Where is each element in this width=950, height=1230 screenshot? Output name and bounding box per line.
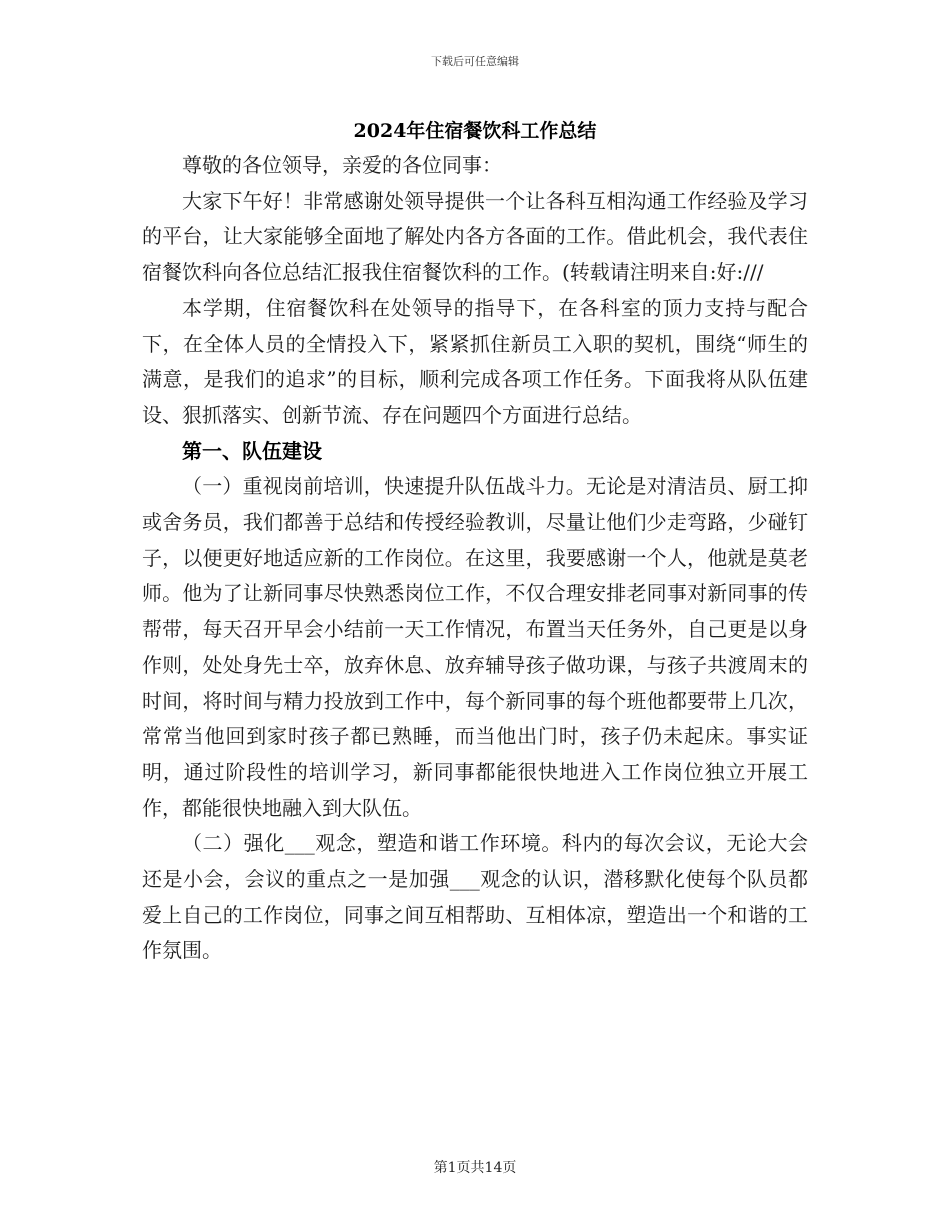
greeting-paragraph: 大家下午好！非常感谢处领导提供一个让各科互相沟通工作经验及学习的平台，让大家能够全面地了解处内各方各面的工作。借此机会，我代表住宿餐饮科向各位总结汇报我住宿餐饮科的工作。(转载请注明来自:好:/// — [142, 188, 808, 285]
section-heading-team-building: 第一、队伍建设 — [182, 438, 322, 463]
header-note: 下载后可任意编辑 — [431, 55, 519, 68]
environment-paragraph: （二）强化___观念，塑造和谐工作环境。科内的每次会议，无论大会还是小会，会议的重点之一是加强___观念的认识，潜移默化使每个队员都爱上自己的工作岗位，同事之间互相帮助、互相体凉，塑造出一个和谐的工作氛围。 — [142, 831, 808, 963]
document-body — [142, 148, 808, 969]
document-title: 2024年住宿餐饮科工作总结 — [353, 120, 597, 142]
training-paragraph: （一）重视岗前培训，快速提升队伍战斗力。无论是对清洁员、厨工抑或舍务员，我们都善于总结和传授经验教训，尽量让他们少走弯路，少碰钉子，以便更好地适应新的工作岗位。在这里，我要感谢一个人，他就是莫老师。他为了让新同事尽快熟悉岗位工作，不仅合理安排老同事对新同事的传帮带，每天召开早会小结前一天工作情况，布置当天任务外，自己更是以身作则，处处身先士卒，放弃休息、放弃辅导孩子做功课，与孩子共渡周末的时间，将时间与精力投放到工作中，每个新同事的每个班他都要带上几次，常常当他回到家时孩子都已熟睡，而当他出门时，孩子仍未起床。事实证明，通过阶段性的培训学习，新同事都能很快地进入工作岗位独立开展工作，都能很快地融入到大队伍。 — [142, 474, 808, 820]
page-number-footer: 第1页共14页 — [433, 1160, 517, 1176]
salutation-paragraph: 尊敬的各位领导，亲爱的各位同事： — [182, 153, 502, 177]
intro-paragraph: 本学期，住宿餐饮科在处领导的指导下，在各科室的顶力支持与配合下，在全体人员的全情投入下，紧紧抓住新员工入职的契机，围绕“师生的满意，是我们的追求”的目标，顺利完成各项工作任务。下面我将从队伍建设、狠抓落实、创新节流、存在问题四个方面进行总结。 — [142, 295, 808, 427]
